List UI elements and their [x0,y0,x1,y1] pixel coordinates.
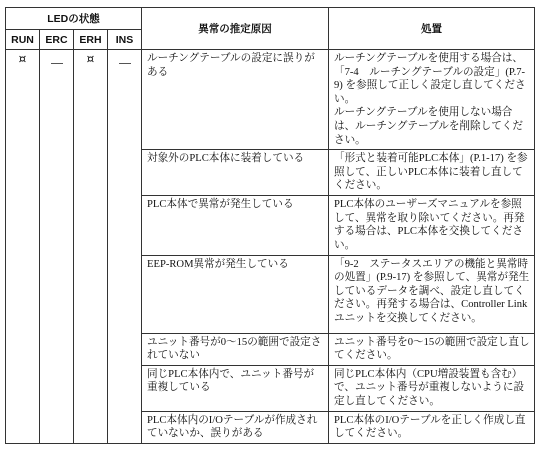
cause-header: 異常の推定原因 [142,8,329,50]
cause-cell: PLC本体内のI/Oテーブルが作成されていないか、誤りがある [142,411,329,443]
table-row [6,50,535,150]
action-cell [329,50,535,150]
action-cell: ユニット番号を0～15の範囲で設定し直してください。 [329,333,535,365]
action-header: 処置 [329,8,535,50]
cause-cell: 対象外のPLC本体に装着している [142,150,329,196]
cause-cell: PLC本体で異常が発生している [142,196,329,255]
cause-cell: ルーチングテーブルの設定に誤りがある [142,50,329,150]
led-troubleshooting-table [5,7,535,444]
action-cell: 「9-2 ステータスエリアの機能と異常時の処置」(P.9-17) を参照して、異常が発生しているデータを調べ、設定し直してください。再発する場合は、Controller Linkユニットを交換してください。 [329,255,535,333]
led-status-header: LEDの状態 [6,8,142,30]
action-cell: 「形式と装着可能PLC本体」(P.1-17) を参照して、正しいPLC本体に装着し直してください。 [329,150,535,196]
erh-column-header: ERH [74,30,108,50]
cause-cell: 同じPLC本体内で、ユニット番号が重複している [142,365,329,411]
erh-led-state [74,50,108,444]
action-paragraph: ルーチングテーブルを使用しない場合は、ルーチングテーブルを削除してください。 [334,107,523,146]
action-cell: 同じPLC本体内（CPU増設装置も含む）で、ユニット番号が重複しないように設定し直してください。 [329,365,535,411]
troubleshooting-page [5,7,534,444]
blinking-icon: ¤ [86,52,95,66]
ins-led-state [108,50,142,444]
erc-column-header: ERC [40,30,74,50]
action-paragraph: ルーチングテーブルを使用する場合は、「7-4 ルーチングテーブルの設定」(P.7-9) を参照して正しく設定し直してください。 [334,53,526,105]
action-cell: PLC本体のユーザーズマニュアルを参照して、異常を取り除いてください。再発する場合は、PLC本体を交換してください。 [329,196,535,255]
cause-cell: EEP-ROM異常が発生している [142,255,329,333]
cause-cell: ユニット番号が0～15の範囲で設定されていない [142,333,329,365]
run-led-state [6,50,40,444]
erc-led-state [40,50,74,444]
ins-column-header: INS [108,30,142,50]
blinking-icon: ¤ [18,52,27,66]
run-column-header: RUN [6,30,40,50]
off-dash-icon [119,63,131,64]
off-dash-icon [51,63,63,64]
action-cell: PLC本体のI/Oテーブルを正しく作成し直してください。 [329,411,535,443]
